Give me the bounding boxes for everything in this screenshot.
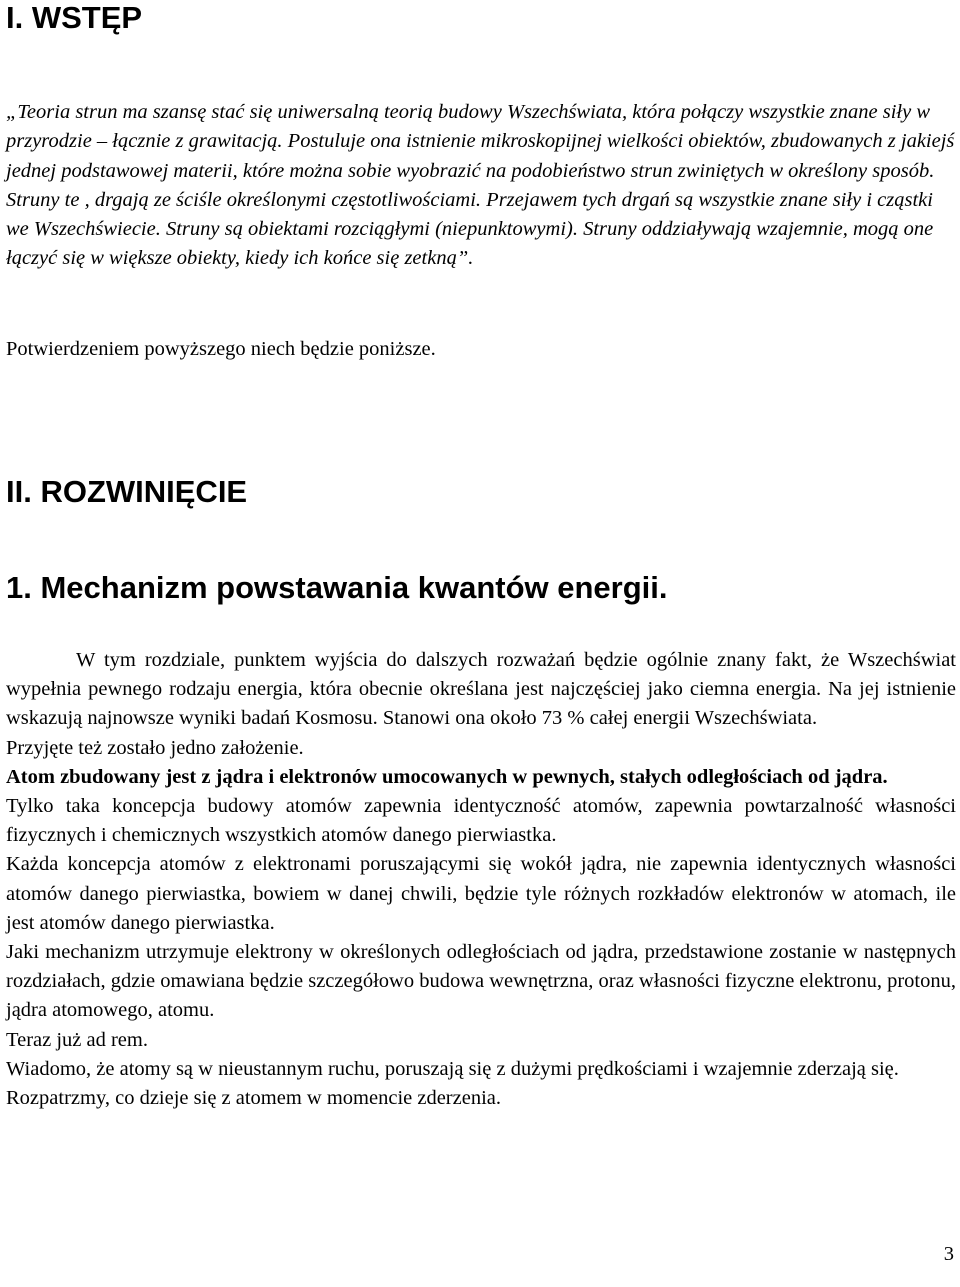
paragraph-dark-energy: W tym rozdziale, punktem wyjścia do dalszych rozważań będzie ogólnie znany fakt, że Wszechświat wypełnia pewnego rodzaju energia, która obecnie określana jest najczęściej jako ciemna energia. Na jej istnienie wskazują najnowsze wyniki badań Kosmosu. Stanowi ona około 73 % całej energii Wszechświata. (6, 649, 956, 730)
paragraph-ad-rem: Teraz już ad rem. (6, 1028, 148, 1051)
paragraph-assumption-intro: Przyjęte też zostało jedno założenie. (6, 736, 304, 759)
paragraph-collision: Rozpatrzmy, co dzieje się z atomem w momencie zderzenia. (6, 1087, 502, 1110)
introduction-quote: „Teoria strun ma szansę stać się uniwersalną teorią budowy Wszechświata, która połączy wszystkie znane siły w przyrodzie – łącznie z grawitacją. Postuluje ona istnienie mikroskopijnej wielkości obiektów, zbudowanych z jakiejś jednej podstawowej materii, które można sobie wyobrazić na podobieństwo strun zwiniętych w określony sposób. Struny te , drgają ze ściśle określonymi częstotliwościami. Przejawem tych drgań są wszystkie znane siły i cząstki we Wszechświecie. Struny są obiektami rozciągłymi (niepunktowymi). Struny oddziaływają wzajemnie, mogą one łączyć się w większe obiekty, kiedy ich końce się zetkną”. (6, 101, 955, 270)
heading-development: II. ROZWINIĘCIE (6, 474, 248, 509)
chapter-body (6, 646, 956, 1113)
paragraph-atoms-motion: Wiadomo, że atomy są w nieustannym ruchu, poruszają się z dużymi prędkościami i wzajemnie zderzają się. (6, 1057, 899, 1080)
paragraph-concept-identity: Tylko taka koncepcja budowy atomów zapewnia identyczność atomów, zapewnia powtarzalność własności fizycznych i chemicznych wszystkich atomów danego pierwiastka. (6, 795, 956, 847)
heading-chapter-1: 1. Mechanizm powstawania kwantów energii. (6, 570, 668, 605)
paragraph-mechanism: Jaki mechanizm utrzymuje elektrony w określonych odległościach od jądra, przedstawione zostanie w następnych rozdziałach, gdzie omawiana będzie szczegółowo budowa wewnętrzna, oraz własności fizyczne elektronu, protonu, jądra atomowego, atomu. (6, 941, 956, 1022)
heading-introduction: I. WSTĘP (6, 0, 143, 35)
paragraph-orbiting-electrons: Każda koncepcja atomów z elektronami poruszającymi się wokół jądra, nie zapewnia identycznych własności atomów danego pierwiastka, bowiem w danej chwili, będzie tyle różnych rozkładów elektronów w atomach, ile jest atomów danego pierwiastka. (6, 853, 956, 934)
paragraph-atom-assumption: Atom zbudowany jest z jądra i elektronów umocowanych w pewnych, stałych odległościach od jądra. (6, 765, 888, 788)
introduction-confirmation: Potwierdzeniem powyższego niech będzie poniższe. (6, 338, 436, 360)
page-number: 3 (943, 1243, 954, 1265)
